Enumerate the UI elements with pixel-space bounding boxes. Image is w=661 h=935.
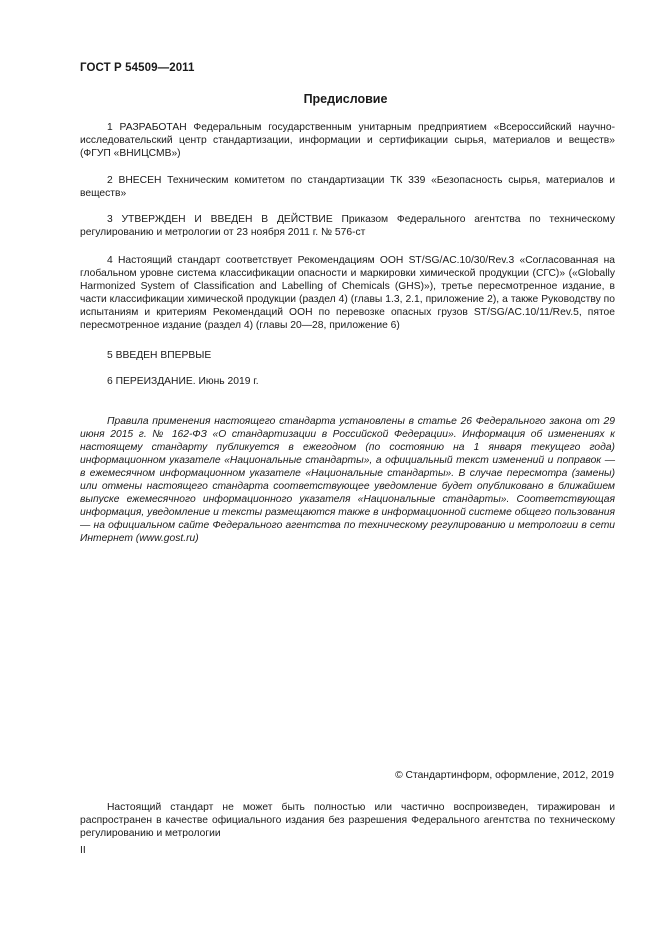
page-title bbox=[0, 92, 661, 106]
paragraph-correspondence: 4 Настоящий стандарт соответствует Рекомендациям ООН ST/SG/AC.10/30/Rev.3 «Согласованная на глобальном уровне система классификации опасности и маркировки химической продукции (СГС)» («Globally Harmonized System of Classification and Labelling of Chemicals (GHS)»), третье пересмотренное издание, в части классификации химической продукции (раздел 4) (главы 1.3, 2.1, приложение 2), а также Руководству по испытаниям и критериям Рекомендаций ООН по перевозке опасных грузов ST/SG/AC.10/11/Rev.5, пятое пересмотренное издание (раздел 4) (главы 20—28, приложение 6) bbox=[80, 255, 615, 331]
paragraph-approved: 3 УТВЕРЖДЕН И ВВЕДЕН В ДЕЙСТВИЕ Приказом Федерального агентства по техническому регулированию и метрологии от 23 ноября 2011 г. № 576-ст bbox=[80, 214, 615, 238]
page-number: II bbox=[80, 845, 86, 856]
reproduction-notice: Настоящий стандарт не может быть полностью или частично воспроизведен, тиражирован и распространен в качестве официального издания без разрешения Федерального агентства по техническому регулированию и метрологии bbox=[80, 802, 615, 839]
copyright-line: © Стандартинформ, оформление, 2012, 2019 bbox=[395, 770, 614, 781]
paragraph-developed-by: 1 РАЗРАБОТАН Федеральным государственным унитарным предприятием «Всероссийский научно-исследовательский центр стандартизации, информации и сертификации сырья, материалов и веществ» (ФГУП «ВНИЦСМВ») bbox=[80, 122, 615, 159]
paragraph-reissue: 6 ПЕРЕИЗДАНИЕ. Июнь 2019 г. bbox=[107, 376, 259, 387]
paragraph-first-introduced: 5 ВВЕДЕН ВПЕРВЫЕ bbox=[107, 350, 212, 361]
application-rules-notice: Правила применения настоящего стандарта установлены в статье 26 Федерального закона от 29 июня 2015 г. № 162-ФЗ «О стандартизации в Российской Федерации». Информация об изменениях к настоящему стандарту публикуется в ежегодном (по состоянию на 1 января текущего года) информационном указателе «Национальные стандарты», а официальный текст изменений и поправок — в ежемесячном информационном указателе «Национальные стандарты». В случае пересмотра (замены) или отмены настоящего стандарта соответствующее уведомление будет опубликовано в ближайшем выпуске ежемесячного информационного указателя «Национальные стандарты». Соответствующая информация, уведомление и тексты размещаются также в информационной системе общего пользования — на официальном сайте Федерального агентства по техническому регулированию и метрологии в сети Интернет (www.gost.ru) bbox=[80, 416, 615, 544]
standard-code: ГОСТ Р 54509—2011 bbox=[80, 62, 195, 74]
page-title-text: Предисловие bbox=[303, 92, 388, 106]
paragraph-introduced-by: 2 ВНЕСЕН Техническим комитетом по стандартизации ТК 339 «Безопасность сырья, материалов и веществ» bbox=[80, 175, 615, 199]
